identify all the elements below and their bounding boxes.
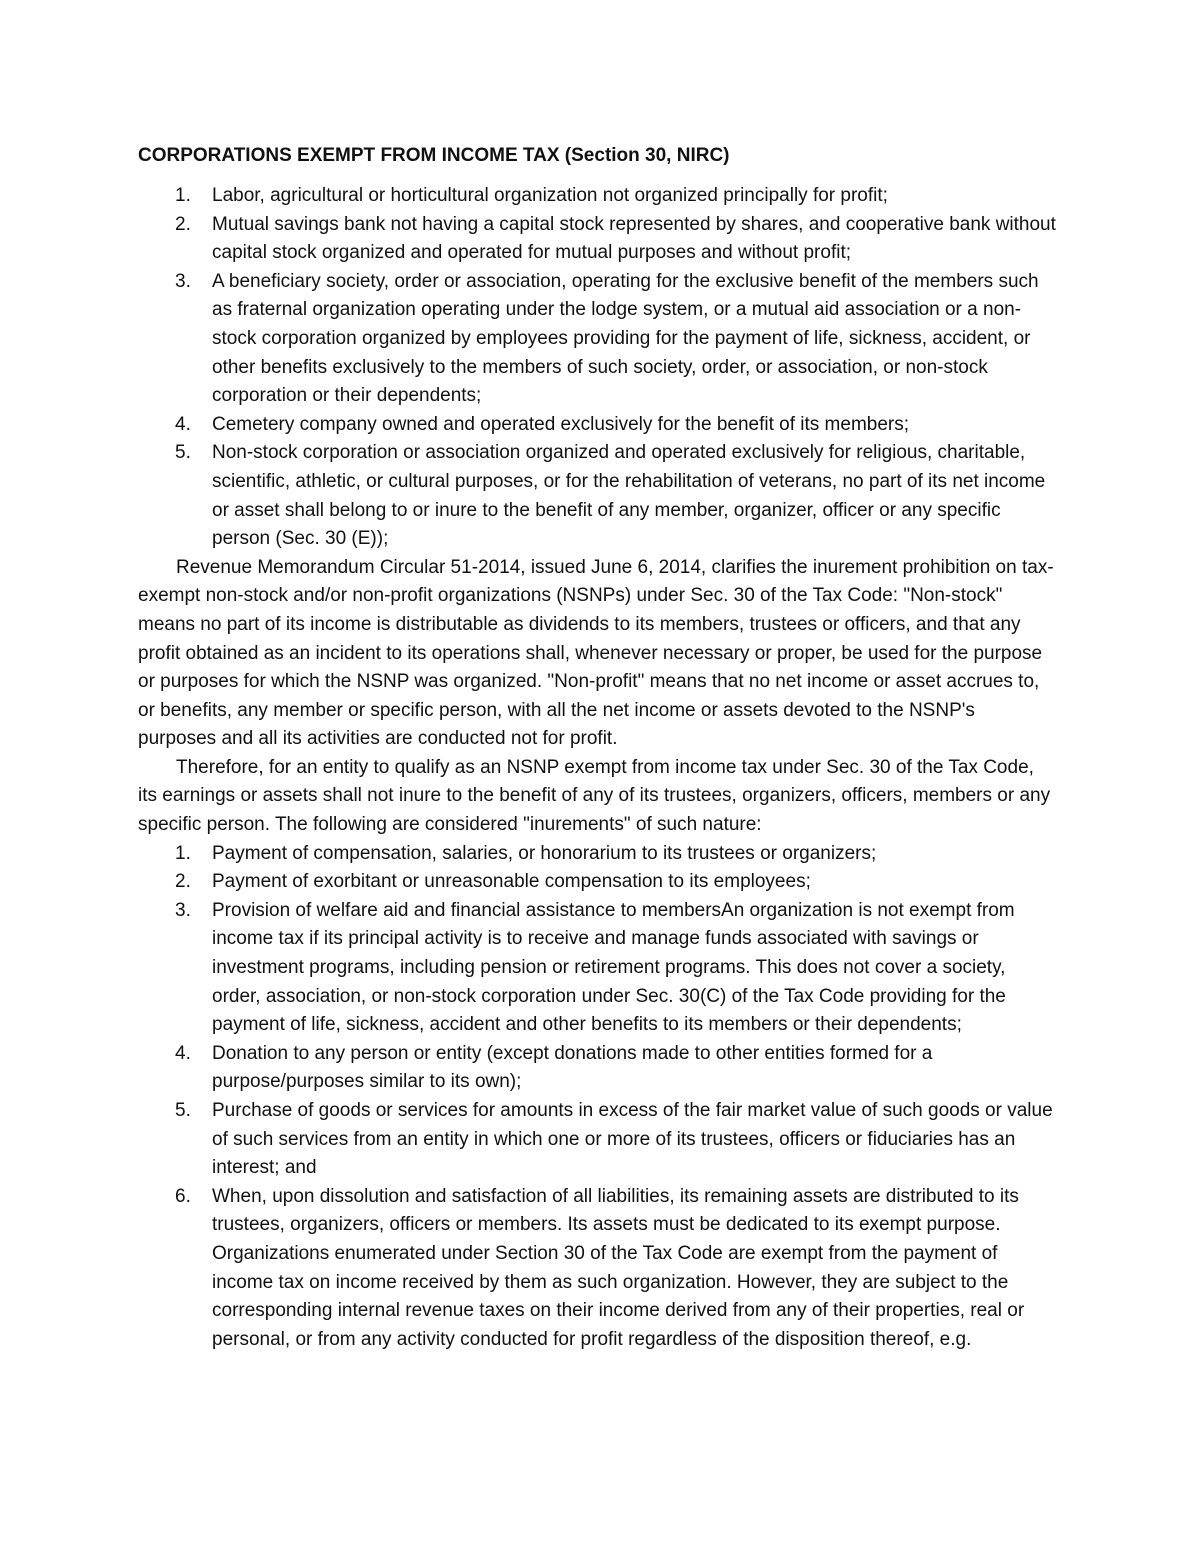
list-item [138,1097,1058,1183]
list-item-text: Provision of welfare aid and financial assistance to membersAn organization is not exempt from income tax if its principal activity is to receive and manage funds associated with savings or investment programs, including pension or retirement programs. This does not cover a society, order, association, or non-stock corporation under Sec. 30(C) of the Tax Code providing for the payment of life, sickness, accident and other benefits to its members or their dependents; [212,899,1015,1036]
list-item [138,411,1058,440]
inurement-intro-paragraph: Therefore, for an entity to qualify as an NSNP exempt from income tax under Sec. 30 of the Tax Code, its earnings or assets shall not inure to the benefit of any of its trustees, organizers, officers, members or any specific person. The following are considered "inurements" of such nature: [138,756,1051,836]
list-item-text: Cemetery company owned and operated exclusively for the benefit of its members; [212,413,910,435]
list-item-text: Payment of compensation, salaries, or honorarium to its trustees or organizers; [212,842,877,864]
list-item [138,897,1058,1040]
list-item-text: A beneficiary society, order or association, operating for the exclusive benefit of the members such as fraternal organization operating under the lodge system, or a mutual aid association or a non-stock corporation organized by employees providing for the payment of life, sickness, accident, or other benefits exclusively to the members of such society, order, or association, or non-stock corporation or their dependents; [212,270,1039,407]
document-title: CORPORATIONS EXEMPT FROM INCOME TAX (Section 30, NIRC) [138,145,730,166]
list-item-number: 4. [175,413,191,435]
list-item-text: Mutual savings bank not having a capital stock represented by shares, and cooperative bank without capital stock organized and operated for mutual purposes and without profit; [212,213,1056,264]
list-item-text: Labor, agricultural or horticultural organization not organized principally for profit; [212,185,888,206]
list-item [138,1040,1058,1097]
document-page [138,142,1058,1354]
list-item-number: 5. [175,1100,191,1121]
list-item-text: Purchase of goods or services for amounts in excess of the fair market value of such goods or value of such services from an entity in which one or more of its trustees, officers or fiduciaries has an interest; and [212,1100,1053,1179]
list-item-number: 1. [175,842,191,864]
list-item-text: Donation to any person or entity (except donations made to other entities formed for a purpose/purposes similar to its own); [212,1042,933,1093]
list-item [138,840,1058,869]
list-item-text: Payment of exorbitant or unreasonable compensation to its employees; [212,871,811,893]
list-item-number: 3. [175,899,191,921]
list-item [138,439,1058,553]
list-item-number: 5. [175,442,191,464]
list-item-number: 2. [175,871,191,893]
inurements-list [138,840,1058,1355]
list-item [138,211,1058,268]
list-item-number: 1. [175,185,191,206]
list-item [138,1183,1058,1355]
list-item [138,868,1058,897]
list-item [138,268,1058,411]
list-item-number: 4. [175,1042,191,1064]
list-item-text: Non-stock corporation or association organized and operated exclusively for religious, charitable, scientific, athletic, or cultural purposes, or for the rehabilitation of veterans, no part of its net income or asset shall belong to or inure to the benefit of any member, organizer, officer or any specific person (Sec. 30 (E)); [212,442,1046,550]
list-item-number: 2. [175,213,191,235]
list-item-text: When, upon dissolution and satisfaction of all liabilities, its remaining assets are distributed to its trustees, organizers, officers or members. Its assets must be dedicated to its exempt purpose. Organizations enumerated under Section 30 of the Tax Code are exempt from the payment of income tax on income received by them as such organization. However, they are subject to the corresponding internal revenue taxes on their income derived from any of their properties, real or personal, or from any activity conducted for profit regardless of the disposition thereof, e.g. [212,1185,1025,1350]
exempt-corporations-list [138,182,1058,554]
rmc-paragraph: Revenue Memorandum Circular 51-2014, issued June 6, 2014, clarifies the inurement prohibition on tax-exempt non-stock and/or non-profit organizations (NSNPs) under Sec. 30 of the Tax Code: "Non-stock" means no part of its income is distributable as dividends to its members, trustees or officers, and that any profit obtained as an incident to its operations shall, whenever necessary or proper, be used for the purpose or purposes for which the NSNP was organized. "Non-profit" means that no net income or asset accrues to, or benefits, any member or specific person, with all the net income or assets devoted to the NSNP's purposes and all its activities are conducted not for profit. [138,556,1054,750]
list-item-number: 3. [175,270,191,292]
list-item [138,182,1058,211]
list-item-number: 6. [175,1185,191,1207]
